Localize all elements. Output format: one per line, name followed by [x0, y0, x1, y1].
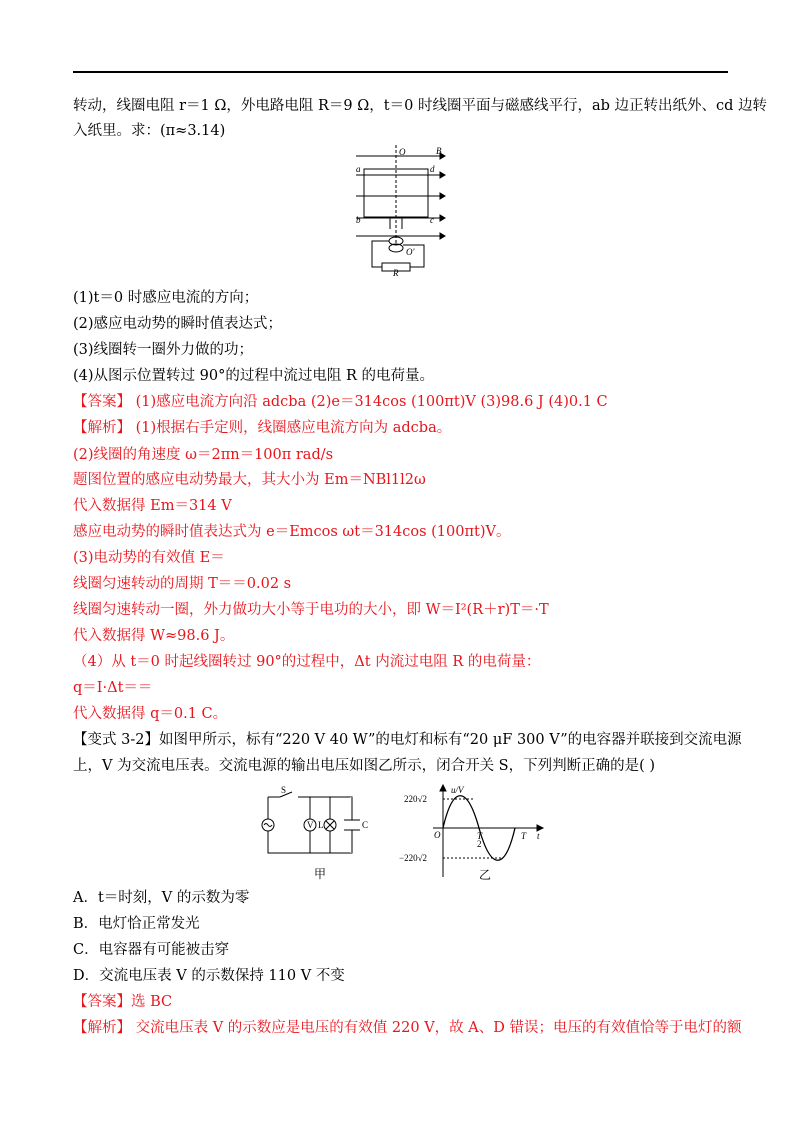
label-b: b [356, 215, 361, 225]
question-2: (2)感应电动势的瞬时值表达式； [73, 316, 283, 332]
solution-line: q＝I·Δt＝＝ [73, 680, 153, 696]
question-4: (4)从图示位置转过 90°的过程中流过电阻 R 的电荷量。 [73, 368, 434, 384]
x-tick-half-period: T [477, 831, 483, 841]
x-tick-half-period-denominator: 2 [477, 839, 482, 849]
question-3: (3)线圈转一圈外力做的功； [73, 342, 254, 358]
answer-line: 【答案】 (1)感应电流方向沿 adcba (2)e＝314cos (100πt)V (3)98.6 J (4)0.1 C [73, 394, 608, 410]
label-c: c [430, 215, 434, 225]
solution-line: 代入数据得 W≈98.6 J。 [73, 628, 235, 644]
x-tick-period: T [521, 831, 527, 841]
label-B: B [436, 146, 442, 156]
y-tick-bottom: −220√2 [399, 853, 428, 863]
solution-line: (2)线圈的角速度 ω＝2πn＝100π rad/s [73, 447, 334, 463]
label-C: C [362, 820, 369, 830]
variant-problem-line: 【变式 3-2】如图甲所示，标有“220 V 40 W”的电灯和标有“20 μF 300 V”的电容器并联接到交流电源 [73, 732, 742, 748]
variant-problem-line: 上，V 为交流电压表。交流电源的输出电压如图乙所示，闭合开关 S，下列判断正确的是( ) [73, 758, 656, 774]
problem-text-line: 转动，线圈电阻 r＝1 Ω，外电路电阻 R＝9 Ω，t＝0 时线圈平面与磁感线平行，ab 边正转出纸外、cd 边转 [73, 98, 767, 114]
origin-label: O [434, 830, 441, 840]
solution-line: 题图位置的感应电动势最大，其大小为 Em＝NBl1l2ω [73, 472, 426, 488]
label-O-prime: O′ [406, 247, 415, 257]
label-a: a [356, 164, 361, 174]
label-O: O [399, 147, 406, 157]
label-S: S [281, 785, 287, 795]
x-axis-label: t [537, 831, 540, 841]
solution-line: 代入数据得 Em＝314 V [73, 498, 232, 514]
solution-line: (3)电动势的有效值 E＝ [73, 550, 225, 566]
solution-line: 代入数据得 q＝0.1 C。 [73, 706, 228, 722]
figure-caption-jia: 甲 [314, 867, 327, 881]
answer-line-2: 【答案】选 BC [73, 994, 173, 1010]
figure-caption-yi: 乙 [479, 868, 492, 882]
solution-line: 【解析】 (1)根据右手定则，线圈感应电流方向为 adcba。 [73, 420, 452, 436]
option-c: C．电容器有可能被击穿 [73, 942, 230, 958]
label-d: d [430, 164, 435, 174]
circuit-figure [258, 787, 393, 882]
option-d: D．交流电压表 V 的示数保持 110 V 不变 [73, 968, 345, 984]
solution-line: 感应电动势的瞬时值表达式为 e＝Emcos ωt＝314cos (100πt)V。 [73, 524, 511, 540]
problem-text-line: 入纸里。求：(π≈3.14) [73, 123, 226, 139]
solution-line-2: 【解析】 交流电压表 V 的示数应是电压的有效值 220 V，故 A、D 错误；电压的有效值恰等于电灯的额 [73, 1020, 742, 1036]
label-V: V [307, 820, 314, 830]
label-R: R [393, 268, 399, 278]
y-axis-label: u/V [451, 785, 464, 795]
option-a: A．t＝时刻，V 的示数为零 [73, 890, 250, 906]
coil-figure [350, 145, 445, 278]
solution-line: （4）从 t＝0 时起线圈转过 90°的过程中，Δt 内流过电阻 R 的电荷量： [73, 654, 541, 670]
header-rule [73, 71, 728, 73]
waveform-figure [399, 785, 553, 885]
y-tick-top: 220√2 [404, 794, 427, 804]
solution-line: 线圈匀速转动的周期 T＝＝0.02 s [73, 576, 292, 592]
label-L: L [318, 820, 324, 830]
option-b: B．电灯恰正常发光 [73, 916, 200, 932]
solution-line: 线圈匀速转动一圈，外力做功大小等于电功的大小，即 W＝I²(R＋r)T＝·T [73, 602, 549, 618]
question-1: (1)t＝0 时感应电流的方向； [73, 290, 259, 306]
